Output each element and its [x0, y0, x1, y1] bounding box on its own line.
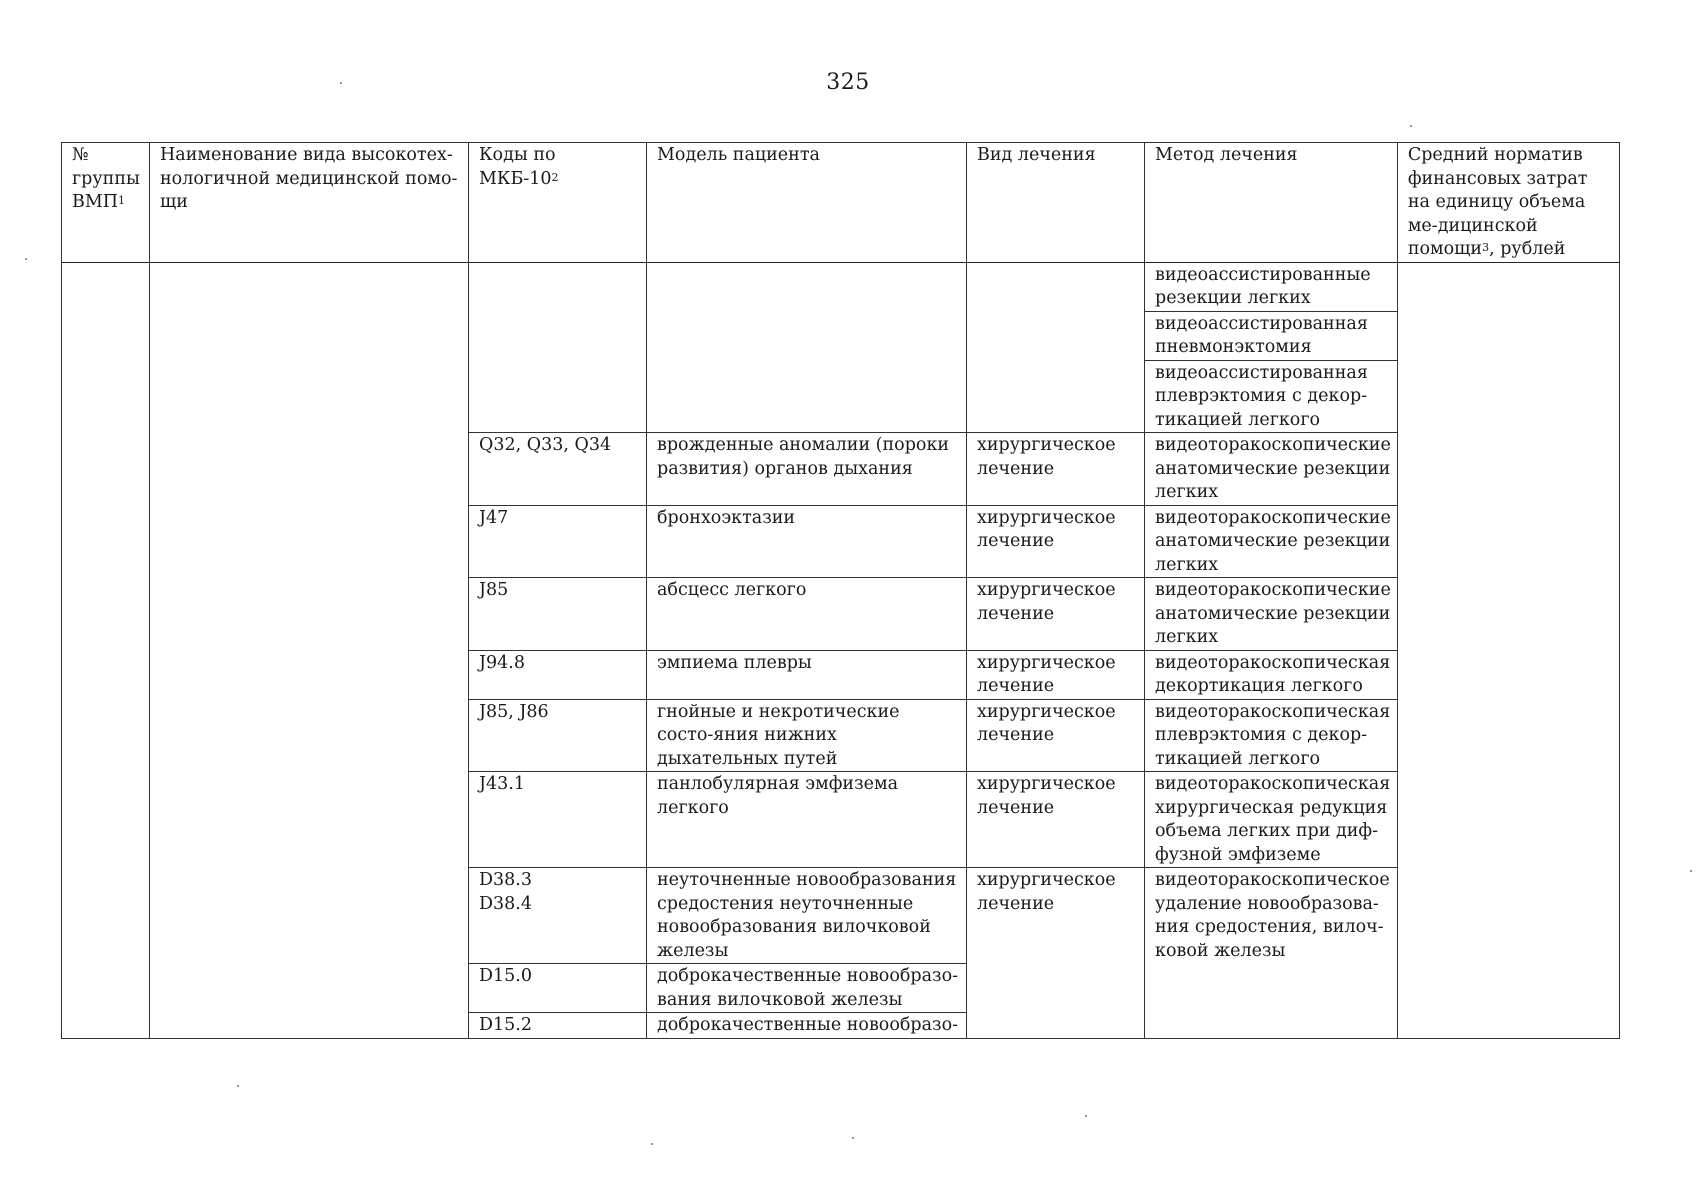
header-average-cost: Средний норматив финансовых затрат на единицу объема ме-дицинской помощи$^3$, рублей: [1397, 143, 1619, 263]
cell-treatment-type: хирургическое лечение: [967, 650, 1145, 699]
header-patient-model: Модель пациента: [647, 143, 967, 263]
cell-method: видеоассистированная плеврэктомия с декор-тикацией легкого: [1145, 360, 1398, 433]
scan-speck: [852, 1137, 854, 1139]
scan-speck: [1410, 125, 1412, 127]
cell-method: видеоторакоскопические анатомические резекции легких: [1145, 505, 1398, 578]
cell-codes: D15.2: [469, 1013, 647, 1039]
header-care-type-name: Наименование вида высокотех-нологичной медицинской помо-щи: [150, 143, 469, 263]
vmp-table: [61, 142, 1620, 1039]
header-group-number: № группы ВМП$^1$: [62, 143, 150, 263]
cell-codes: [469, 262, 647, 433]
scan-speck: [340, 82, 342, 84]
cell-codes: D38.3 D38.4: [469, 868, 647, 964]
scan-speck: [1085, 1115, 1087, 1117]
cell-codes: J94.8: [469, 650, 647, 699]
cell-model: доброкачественные новообразо-вания вилочковой железы: [647, 964, 967, 1013]
header-treatment-type: Вид лечения: [967, 143, 1145, 263]
cell-codes: Q32, Q33, Q34: [469, 433, 647, 506]
table-header-row: [62, 143, 1620, 263]
cell-method: видеоторакоскопическая хирургическая редукция объема легких при диф-фузной эмфиземе: [1145, 772, 1398, 868]
cell-treatment-type: хирургическое лечение: [967, 433, 1145, 506]
cell-method: видеоторакоскопические анатомические резекции легких: [1145, 578, 1398, 651]
page-number: 325: [826, 70, 870, 95]
cell-model: эмпиема плевры: [647, 650, 967, 699]
cell-codes: J43.1: [469, 772, 647, 868]
cell-model: гнойные и некротические состо-яния нижних дыхательных путей: [647, 699, 967, 772]
scan-speck: [1690, 870, 1692, 872]
cell-treatment-type: хирургическое лечение: [967, 772, 1145, 868]
cell-method: видеоторакоскопическое удаление новообразова-ния средостения, вилоч-ковой железы: [1145, 868, 1398, 1039]
cell-treatment-type: хирургическое лечение: [967, 578, 1145, 651]
cell-model: неуточненные новообразования средостения неуточненные новообразования вилочковой железы: [647, 868, 967, 964]
cell-model: [647, 262, 967, 433]
cell-treatment-type: хирургическое лечение: [967, 699, 1145, 772]
cell-method: видеоторакоскопическая декортикация легкого: [1145, 650, 1398, 699]
cell-codes: J85, J86: [469, 699, 647, 772]
header-icd-codes: Коды по МКБ-$10^2$: [469, 143, 647, 263]
cell-codes: J47: [469, 505, 647, 578]
cell-method: видеоторакоскопические анатомические резекции легких: [1145, 433, 1398, 506]
cell-method: видеоторакоскопическая плеврэктомия с декор-тикацией легкого: [1145, 699, 1398, 772]
cell-codes: J85: [469, 578, 647, 651]
cell-model: доброкачественные новообразо-: [647, 1013, 967, 1039]
cell-treatment-type: хирургическое лечение: [967, 868, 1145, 1039]
cell-method: видеоассистированная пневмонэктомия: [1145, 311, 1398, 360]
cell-model: бронхоэктазии: [647, 505, 967, 578]
table-row: [62, 262, 1620, 311]
scan-speck: [651, 1143, 653, 1145]
cell-method: видеоассистированные резекции легких: [1145, 262, 1398, 311]
header-treatment-method: Метод лечения: [1145, 143, 1398, 263]
cell-average-cost: [1397, 262, 1619, 1038]
cell-care-type-name: [150, 262, 469, 1038]
cell-group-number: [62, 262, 150, 1038]
cell-treatment-type: [967, 262, 1145, 433]
cell-codes: D15.0: [469, 964, 647, 1013]
cell-model: абсцесс легкого: [647, 578, 967, 651]
scan-speck: [237, 1085, 239, 1087]
cell-model: врожденные аномалии (пороки развития) органов дыхания: [647, 433, 967, 506]
scan-speck: [25, 258, 27, 260]
cell-treatment-type: хирургическое лечение: [967, 505, 1145, 578]
cell-model: панлобулярная эмфизема легкого: [647, 772, 967, 868]
